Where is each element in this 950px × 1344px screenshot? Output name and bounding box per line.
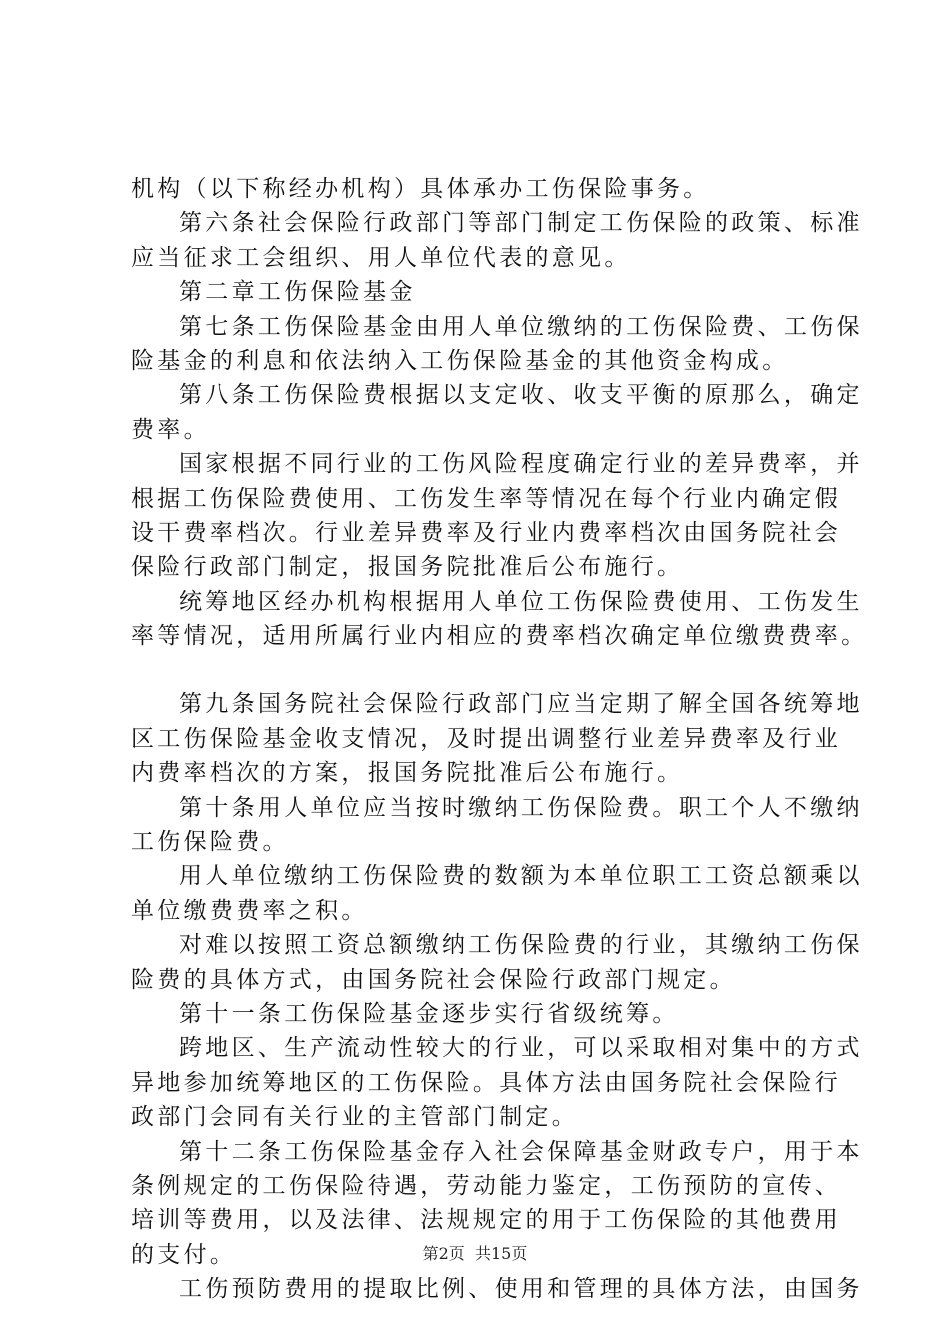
page-number: 第2页 [422,1244,465,1263]
text-line: 应当征求工会组织、用人单位代表的意见。 [131,244,631,271]
text-line: 第十二条工伤保险基金存入社会保障基金财政专户，用于本 [179,1138,863,1165]
text-line: 区工伤保险基金收支情况，及时提出调整行业差异费率及行业 [131,725,842,752]
text-line: 费率。 [131,416,210,443]
text-line: 第七条工伤保险基金由用人单位缴纳的工伤保险费、工伤保 [179,313,863,340]
text-line: 跨地区、生产流动性较大的行业，可以采取相对集中的方式 [179,1035,863,1062]
text-line: 统筹地区经办机构根据用人单位工伤保险费使用、工伤发生 [179,588,863,615]
text-line: 工伤保险费。 [131,829,289,856]
text-line: 率等情况，适用所属行业内相应的费率档次确定单位缴费费率。 [131,623,868,650]
text-line: 险基金的利息和依法纳入工伤保险基金的其他资金构成。 [131,347,789,374]
text-line: 的支付。 [131,1241,237,1268]
text-line: 第十条用人单位应当按时缴纳工伤保险费。职工个人不缴纳 [179,794,863,821]
text-line: 设干费率档次。行业差异费率及行业内费率档次由国务院社会 [131,519,842,546]
text-line: 单位缴费费率之积。 [131,897,368,924]
text-line: 险费的具体方式，由国务院社会保险行政部门规定。 [131,966,736,993]
text-line: 工伤预防费用的提取比例、使用和管理的具体方法，由国务 [179,1276,863,1303]
text-line: 第九条国务院社会保险行政部门应当定期了解全国各统筹地 [179,691,863,718]
document-body [131,172,868,1307]
text-line: 保险行政部门制定，报国务院批准后公布施行。 [131,554,684,581]
page-total: 共15页 [474,1244,528,1263]
text-line: 第六条社会保险行政部门等部门制定工伤保险的政策、标准 [179,210,863,237]
text-line: 第十一条工伤保险基金逐步实行省级统筹。 [179,1000,679,1027]
text-line: 国家根据不同行业的工伤风险程度确定行业的差异费率，并 [179,451,863,478]
text-line: 异地参加统筹地区的工伤保险。具体方法由国务院社会保险行 [131,1069,842,1096]
text-line: 对难以按照工资总额缴纳工伤保险费的行业，其缴纳工伤保 [179,932,863,959]
text-line: 用人单位缴纳工伤保险费的数额为本单位职工工资总额乘以 [179,863,863,890]
text-line: 培训等费用，以及法律、法规规定的用于工伤保险的其他费用 [131,1207,842,1234]
text-line: 机构（以下称经办机构）具体承办工伤保险事务。 [131,176,710,202]
page-footer [0,1244,950,1264]
blank-line [131,653,851,687]
text-line: 第八条工伤保险费根据以支定收、收支平衡的原那么，确定 [179,382,863,409]
text-line: 条例规定的工伤保险待遇，劳动能力鉴定，工伤预防的宣传、 [131,1172,842,1199]
text-line: 政部门会同有关行业的主管部门制定。 [131,1104,579,1131]
text-line: 根据工伤保险费使用、工伤发生率等情况在每个行业内确定假 [131,485,842,512]
chapter-heading: 第二章工伤保险基金 [179,279,416,306]
text-line: 内费率档次的方案，报国务院批准后公布施行。 [131,760,684,787]
